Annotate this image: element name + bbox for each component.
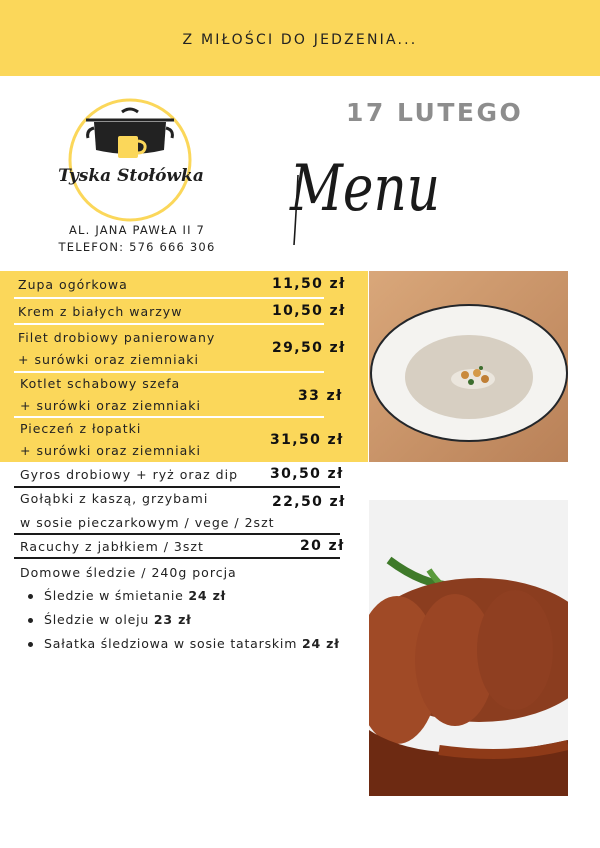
herring-section-title: Domowe śledzie / 240g porcja <box>20 565 237 580</box>
divider <box>14 323 324 325</box>
menu-item-price: 10,50 zł <box>272 303 346 319</box>
pot-logo-icon <box>56 86 204 234</box>
divider <box>14 533 340 535</box>
divider <box>14 557 340 559</box>
divider <box>14 486 340 488</box>
herring-item-name: Sałatka śledziowa w sosie tatarskim <box>44 636 298 651</box>
menu-item-name: Racuchy z jabłkiem / 3szt <box>20 539 204 554</box>
menu-item-name: Krem z białych warzyw <box>18 304 183 319</box>
phone-text: TELEFON: 576 666 306 <box>58 240 216 254</box>
menu-item-price: 22,50 zł <box>272 494 346 510</box>
soup-photo <box>369 271 568 462</box>
menu-item-subtext: w sosie pieczarkowym / vege / 2szt <box>20 515 275 530</box>
menu-item-price: 33 zł <box>298 388 343 404</box>
bullet-icon <box>28 618 33 623</box>
menu-item-subtext: + surówki oraz ziemniaki <box>20 443 201 458</box>
menu-item-subtext: + surówki oraz ziemniaki <box>20 398 201 413</box>
menu-item-price: 11,50 zł <box>272 276 346 292</box>
menu-title-glyphs: Menu <box>289 152 440 226</box>
herring-item-name: Śledzie w oleju <box>44 612 150 627</box>
menu-item-name: Gołąbki z kaszą, grzybami <box>20 491 209 506</box>
herring-item-price: 24 zł <box>301 636 340 651</box>
menu-item-price: 30,50 zł <box>270 466 344 482</box>
herring-item-price: 23 zł <box>153 612 192 627</box>
menu-item-subtext: + surówki oraz ziemniaki <box>18 352 199 367</box>
menu-date: 17 LUTEGO <box>346 98 524 127</box>
herring-item <box>44 588 226 603</box>
roast-photo <box>369 500 568 796</box>
menu-item-name: Gyros drobiowy + ryż oraz dip <box>20 467 239 482</box>
divider <box>14 416 324 418</box>
menu-item-price: 31,50 zł <box>270 432 344 448</box>
menu-item-name: Pieczeń z łopatki <box>20 421 142 436</box>
menu-item-name: Filet drobiowy panierowany <box>18 330 216 345</box>
contact-block <box>50 222 224 256</box>
divider <box>14 371 324 373</box>
address-text: AL. JANA PAWŁA II 7 <box>68 223 206 237</box>
menu-item-name: Zupa ogórkowa <box>18 277 128 292</box>
menu-script-title <box>270 135 460 255</box>
herring-item <box>44 612 192 627</box>
menu-item-price: 20 zł <box>300 538 345 554</box>
bullet-icon <box>28 642 33 647</box>
herring-item-price: 24 zł <box>188 588 227 603</box>
menu-item-name: Kotlet schabowy szefa <box>20 376 181 391</box>
herring-item-name: Śledzie w śmietanie <box>44 588 184 603</box>
divider <box>14 297 324 299</box>
logo-text: Tyska Stołówka <box>58 166 204 186</box>
tagline: Z MIŁOŚCI DO JEDZENIA... <box>182 32 418 48</box>
bullet-icon <box>28 594 33 599</box>
herring-item <box>44 636 340 651</box>
menu-item-price: 29,50 zł <box>272 340 346 356</box>
